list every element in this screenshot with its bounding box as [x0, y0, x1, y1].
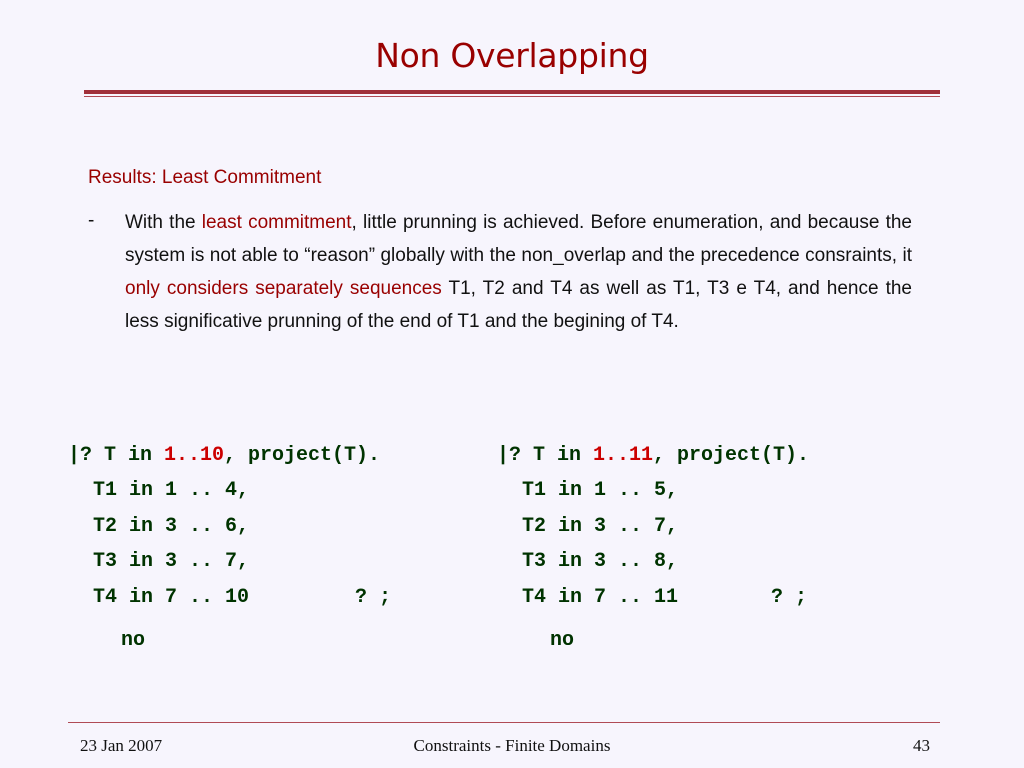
- footer-page-number: 43: [913, 736, 930, 755]
- left-prompt: ? ;: [355, 586, 392, 609]
- left-query-range: 1..10: [164, 444, 225, 467]
- left-line-1: T1 in 1 .. 4,: [93, 479, 250, 502]
- bullet-marker: -: [88, 210, 95, 231]
- right-query-suffix: , project(T).: [653, 444, 810, 467]
- title-rule-thin: [84, 96, 940, 97]
- right-answer: no: [550, 629, 575, 652]
- right-query-line: [497, 446, 809, 466]
- highlight-least-commitment: least commitment: [201, 212, 352, 233]
- bullet-paragraph: [125, 206, 912, 338]
- left-answer: no: [121, 629, 146, 652]
- right-line-1: T1 in 1 .. 5,: [522, 479, 679, 502]
- highlight-only-considers: only considers separately sequences: [125, 278, 442, 299]
- footer-date: 23 Jan 2007: [80, 736, 163, 755]
- left-line-2: T2 in 3 .. 6,: [93, 515, 250, 538]
- right-prompt: ? ;: [771, 586, 808, 609]
- left-line-4: T4 in 7 .. 10: [93, 586, 250, 609]
- subheading: Results: Least Commitment: [88, 167, 322, 188]
- left-query-line: [68, 446, 380, 466]
- left-line-3: T3 in 3 .. 7,: [93, 550, 250, 573]
- bullet-text-3: T1, T2 and T4 as well as T1, T3 e T4, and hence the less significative prunning of the end of T1 and the begining of T4.: [125, 278, 912, 332]
- left-query-suffix: , project(T).: [224, 444, 381, 467]
- left-query-prefix: |? T in: [68, 444, 165, 467]
- footer-rule: [68, 722, 940, 723]
- right-line-3: T3 in 3 .. 8,: [522, 550, 679, 573]
- title-rule-thick: [84, 90, 940, 94]
- bullet-text-1: With the: [125, 212, 202, 233]
- bullet-text-2: , little prunning is achieved. Before enumeration, and because the system is not able to “reason” globally with the non_overlap and the precedence consraints, it: [125, 212, 912, 266]
- slide-title: Non Overlapping: [375, 36, 649, 75]
- right-query-range: 1..11: [593, 444, 654, 467]
- right-line-4: T4 in 7 .. 11: [522, 586, 679, 609]
- right-query-prefix: |? T in: [497, 444, 594, 467]
- right-line-2: T2 in 3 .. 7,: [522, 515, 679, 538]
- footer-course: Constraints - Finite Domains: [413, 736, 611, 755]
